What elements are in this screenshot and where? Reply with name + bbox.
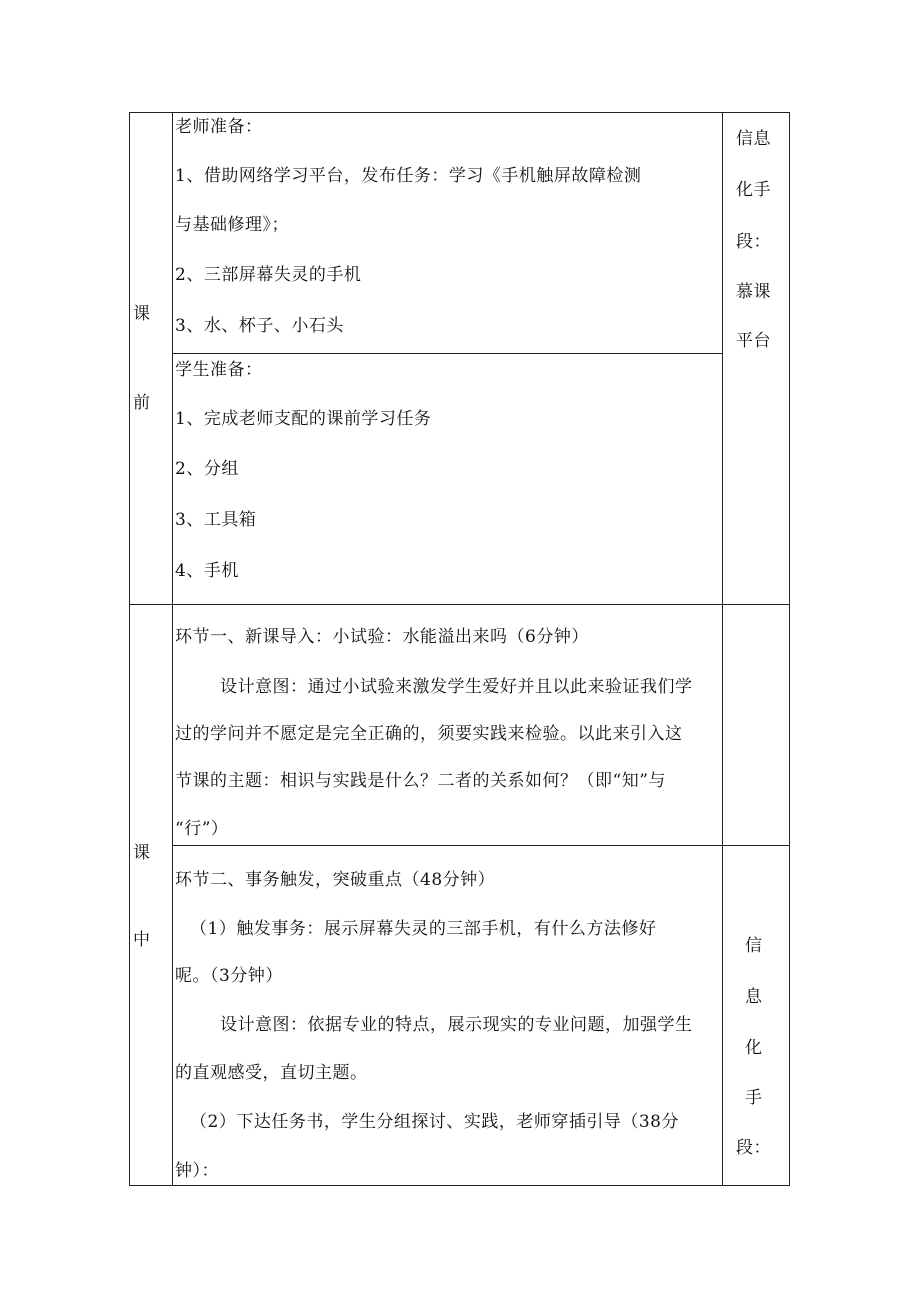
during-means-line4: 手 xyxy=(745,1088,763,1108)
before-means-line4: 慕课 xyxy=(736,282,771,302)
teacher-prep-item3: 3、水、杯子、小石头 xyxy=(175,316,344,336)
step1-design-line1: 设计意图：通过小试验来激发学生爱好并且以此来验证我们学 xyxy=(220,677,693,697)
during-class-label-top: 课 xyxy=(133,843,151,863)
label-column-divider xyxy=(172,112,173,1186)
table-border-left xyxy=(129,112,130,1186)
student-prep-item3: 3、工具箱 xyxy=(175,510,257,530)
step2-design-line2: 的直观感受，直切主题。 xyxy=(175,1063,368,1083)
teacher-prep-item2: 2、三部屏幕失灵的手机 xyxy=(175,265,362,285)
student-prep-item1: 1、完成老师支配的课前学习任务 xyxy=(175,409,432,429)
teacher-prep-heading: 老师准备： xyxy=(175,117,263,137)
step2-title: 环节二、事务触发，突破重点（48分钟） xyxy=(175,870,496,890)
teacher-student-divider xyxy=(172,353,722,354)
step2-sub2-line1: （2）下达任务书，学生分组探讨、实践，老师穿插引导（38分 xyxy=(190,1112,679,1132)
teacher-prep-item1-line1: 1、借助网络学习平台，发布任务：学习《手机触屏故障检测 xyxy=(175,166,642,186)
step1-design-line4: “行”） xyxy=(175,819,229,839)
step2-design-line1: 设计意图：依据专业的特点，展示现实的专业问题，加强学生 xyxy=(220,1015,693,1035)
table-border-bottom xyxy=(129,1185,790,1186)
step-divider xyxy=(172,845,790,846)
teacher-prep-item1-line2: 与基础修理》； xyxy=(175,215,289,235)
student-prep-item2: 2、分组 xyxy=(175,459,239,479)
before-means-line2: 化手 xyxy=(736,180,771,200)
during-means-line2: 息 xyxy=(745,987,763,1007)
step2-sub2-line2: 钟）： xyxy=(175,1161,219,1181)
student-prep-item4: 4、手机 xyxy=(175,561,239,581)
step2-sub1-line1: （1）触发事务：展示屏幕失灵的三部手机，有什么方法修好 xyxy=(190,919,657,939)
during-means-line5: 段： xyxy=(736,1138,771,1158)
table-border-top xyxy=(129,112,790,113)
section-divider xyxy=(129,604,790,605)
step1-design-line3: 节课的主题：相识与实践是什么？二者的关系如何？（即“知”与 xyxy=(175,771,666,791)
step2-sub1-line2: 呢。（3分钟） xyxy=(175,966,283,986)
before-means-line1: 信息 xyxy=(736,129,771,149)
before-class-label-top: 课 xyxy=(133,304,151,324)
during-class-label-bottom: 中 xyxy=(133,930,151,950)
during-means-line1: 信 xyxy=(745,936,763,956)
means-column-divider xyxy=(722,112,723,1186)
before-means-line3: 段： xyxy=(736,232,771,252)
before-class-label-bottom: 前 xyxy=(133,393,151,413)
step1-title: 环节一、新课导入：小试验：水能溢出来吗（6分钟） xyxy=(175,627,589,647)
student-prep-heading: 学生准备： xyxy=(175,360,263,380)
step1-design-line2: 过的学问并不愿定是完全正确的，须要实践来检验。以此来引入这 xyxy=(175,724,683,744)
table-border-right xyxy=(789,112,790,1186)
before-means-line5: 平台 xyxy=(736,331,771,351)
during-means-line3: 化 xyxy=(745,1038,763,1058)
